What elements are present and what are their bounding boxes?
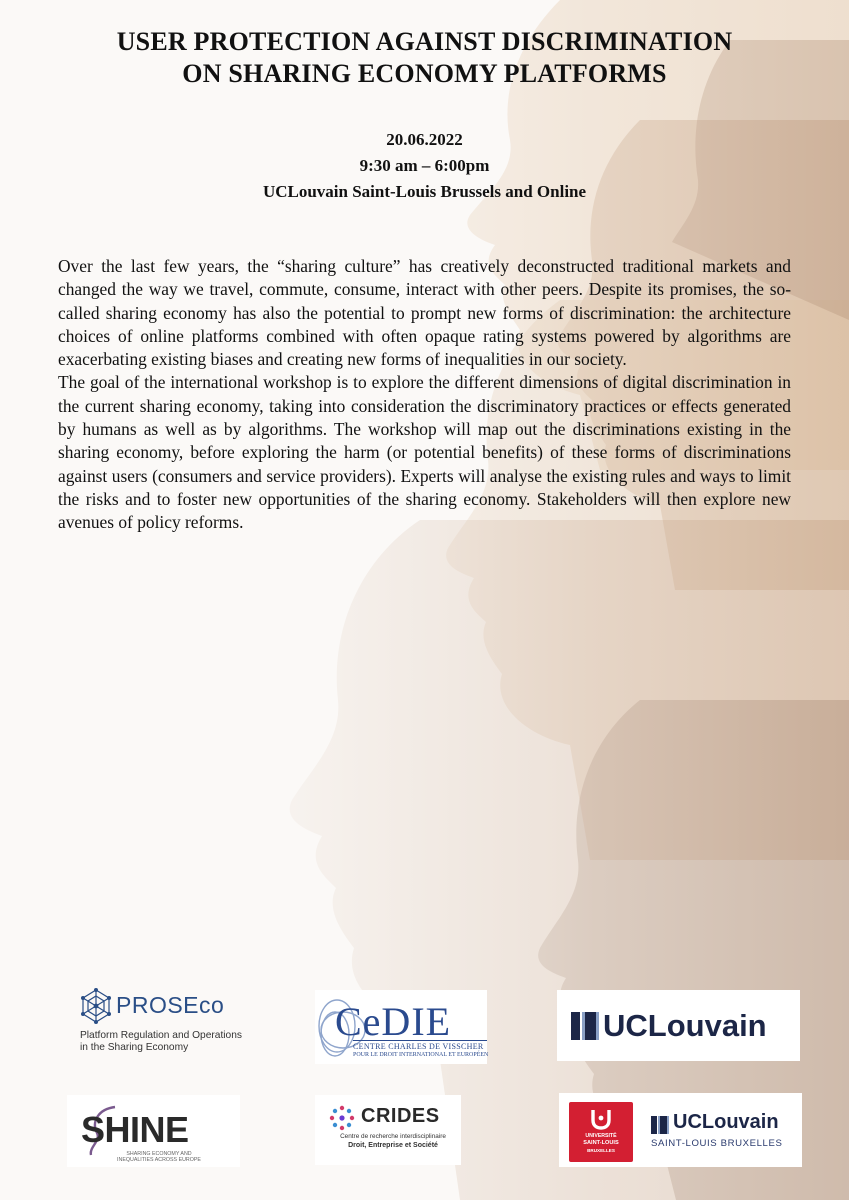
usl-u-icon <box>591 1108 611 1130</box>
usl-uclouvain-mark-icon <box>651 1116 669 1134</box>
uclouvain-logo <box>557 990 800 1061</box>
shine-tagline-line-2: INEQUALITIES ACROSS EUROPE <box>117 1157 201 1163</box>
description-paragraph-2: The goal of the international workshop is to explore the different dimensions of digital discrimination in the current sharing economy, taking into consideration the discriminatory practices or effects generated by humans as well as by algorithms. The workshop will map out the discriminations existing in the sharing economy, before exploring the harm (or potential benefits) of these forms of discriminations against users (consumers and service providers). Experts will analyse the existing rules and ways to limit the risks and to foster new opportunities of the sharing economy. Stakeholders will then explore new avenues of policy reforms. <box>58 372 791 533</box>
uclouvain-saint-louis-logo <box>559 1093 802 1167</box>
crides-subtitle-line-1: Centre de recherche interdisciplinaire <box>340 1133 446 1140</box>
shine-logo <box>67 1095 240 1167</box>
event-date: 20.06.2022 <box>386 130 463 149</box>
event-time: 9:30 am – 6:00pm <box>359 156 490 175</box>
shine-tagline-line-1: SHARING ECONOMY AND <box>126 1151 192 1157</box>
proseco-logo <box>72 988 272 1063</box>
crides-subtitle-line-2: Droit, Entreprise et Société <box>348 1142 438 1149</box>
cedie-logo <box>315 990 487 1064</box>
cedie-subtitle: CENTRE CHARLES DE VISSCHER <box>353 1040 487 1051</box>
page-title <box>0 26 849 90</box>
crides-logo <box>315 1095 461 1165</box>
cedie-name: CeDIE <box>335 999 452 1044</box>
cedie-subtitle-2: POUR LE DROIT INTERNATIONAL ET EUROPÉEN <box>353 1052 489 1058</box>
usl-uclouvain-name: UCLouvain <box>673 1111 779 1133</box>
title-line-2: ON SHARING ECONOMY PLATFORMS <box>182 59 667 88</box>
usl-badge-line-1: UNIVERSITÉ <box>585 1133 617 1139</box>
proseco-name: PROSEco <box>116 992 225 1018</box>
uclouvain-name: UCLouvain <box>603 1008 767 1043</box>
uclouvain-mark-icon <box>571 1012 599 1040</box>
usl-badge-line-2: SAINT-LOUIS <box>583 1140 619 1146</box>
usl-badge <box>569 1102 633 1162</box>
shine-name: SHINE <box>81 1109 189 1150</box>
title-line-1: USER PROTECTION AGAINST DISCRIMINATION <box>116 27 733 56</box>
proseco-tagline <box>80 1030 270 1054</box>
usl-subtitle: SAINT-LOUIS BRUXELLES <box>651 1138 783 1149</box>
usl-badge-line-3: BRUXELLES <box>587 1148 615 1153</box>
event-details <box>0 127 849 205</box>
proseco-network-icon <box>78 988 114 1024</box>
shine-tagline <box>99 1151 219 1163</box>
crides-dots-icon <box>329 1105 355 1131</box>
proseco-tagline-line-1: Platform Regulation and Operations <box>80 1030 242 1041</box>
description <box>58 255 791 535</box>
crides-name: CRIDES <box>361 1105 440 1127</box>
event-location: UCLouvain Saint-Louis Brussels and Online <box>262 182 587 201</box>
proseco-tagline-line-2: in the Sharing Economy <box>80 1042 189 1053</box>
description-paragraph-1: Over the last few years, the “sharing culture” has creatively deconstructed traditional markets and changed the way we travel, commute, consume, interact with other peers. Despite its promises, the so-called sharing economy has also the potential to prompt new forms of discrimination: the architecture choices of online platforms combined with often opaque rating systems powered by algorithms are exacerbating existing biases and creating new forms of inequalities in our society. <box>58 256 791 370</box>
